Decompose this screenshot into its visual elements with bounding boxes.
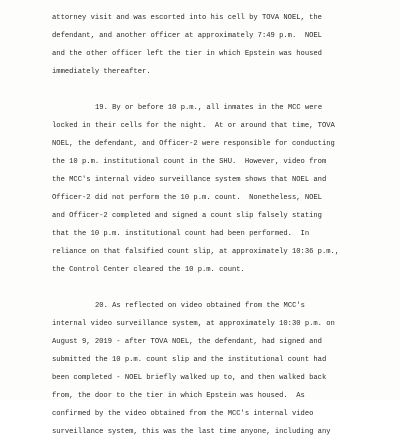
text-line: immediately thereafter. — [52, 68, 151, 76]
text-line: from, the door to the tier in which Epstein was housed. As — [52, 392, 305, 400]
text-line: that the 10 p.m. institutional count had been performed. In — [52, 230, 310, 238]
text-line: and Officer-2 completed and signed a count slip falsely stating — [52, 212, 322, 220]
text-line: the MCC's internal video surveillance system shows that NOEL and — [52, 176, 327, 184]
paragraph-19-start: 19. By or before 10 p.m., all inmates in the MCC were — [95, 104, 323, 112]
document-body — [52, 9, 352, 441]
text-line: been completed - NOEL briefly walked up to, and then walked back — [52, 374, 327, 382]
text-line: confirmed by the video obtained from the MCC's internal video — [52, 410, 314, 418]
text-line: defendant, and another officer at approximately 7:49 p.m. NOEL — [52, 32, 322, 40]
text-line: reliance on that falsified count slip, at approximately 10:36 p.m., — [52, 248, 340, 256]
text-line: the Control Center cleared the 10 p.m. count. — [52, 266, 245, 274]
text-line: NOEL, the defendant, and Officer-2 were responsible for conducting — [52, 140, 335, 148]
paragraph-20-start: 20. As reflected on video obtained from the MCC's — [95, 302, 305, 310]
paragraph-gap — [52, 279, 352, 297]
text-line: submitted the 10 p.m. count slip and the institutional count had — [52, 356, 327, 364]
text-line: August 9, 2019 - after TOVA NOEL, the defendant, had signed and — [52, 338, 322, 346]
text-line: Officer-2 did not perform the 10 p.m. count. Nonetheless, NOEL — [52, 194, 322, 202]
text-line: internal video surveillance system, at approximately 10:30 p.m. on — [52, 320, 335, 328]
text-line: the 10 p.m. institutional count in the SHU. However, video from — [52, 158, 327, 166]
paragraph-gap — [52, 81, 352, 99]
text-line: surveillance system, this was the last time anyone, including any — [52, 428, 331, 436]
text-line: locked in their cells for the night. At or around that time, TOVA — [52, 122, 335, 130]
text-line: attorney visit and was escorted into his cell by TOVA NOEL, the — [52, 14, 322, 22]
text-line: and the other officer left the tier in which Epstein was housed — [52, 50, 322, 58]
